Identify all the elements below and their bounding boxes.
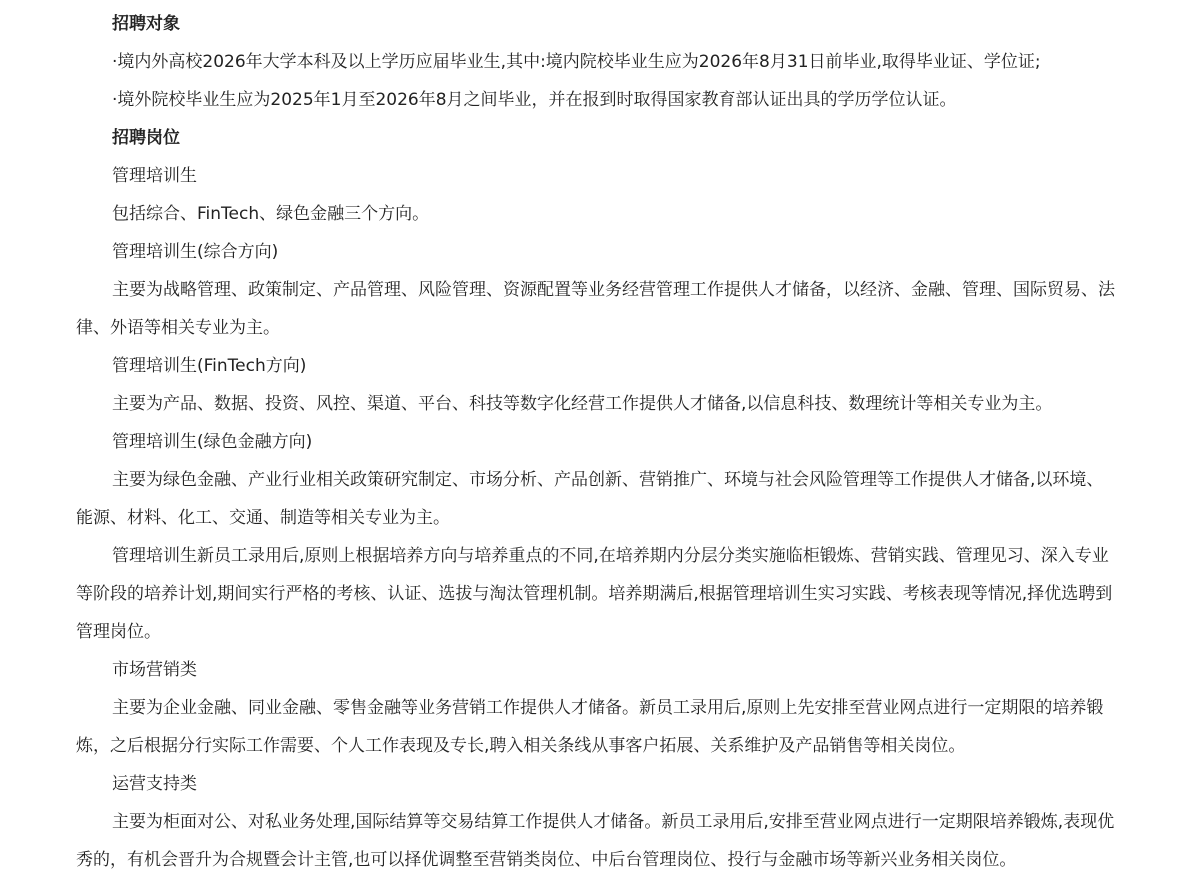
position-description-general: 主要为战略管理、政策制定、产品管理、风险管理、资源配置等业务经营管理工作提供人才储备，以经济、金融、管理、国际贸易、法律、外语等相关专业为主。 — [76, 280, 1115, 338]
article-body — [76, 5, 1116, 879]
position-title-operations: 运营支持类 — [112, 774, 197, 794]
management-trainee-training-note: 管理培训生新员工录用后,原则上根据培养方向与培养重点的不同,在培养期内分层分类实施临柜锻炼、营销实践、管理见习、深入专业等阶段的培养计划,期间实行严格的考核、认证、选拔与淘汰管理机制。培养期满后,根据管理培训生实习实践、考核表现等情况,择优选聘到管理岗位。 — [76, 546, 1113, 642]
position-description-fintech: 主要为产品、数据、投资、风控、渠道、平台、科技等数字化经营工作提供人才储备,以信息科技、数理统计等相关专业为主。 — [112, 394, 1053, 414]
target-item-overseas: ·境外院校毕业生应为2025年1月至2026年8月之间毕业，并在报到时取得国家教育部认证出具的学历学位认证。 — [112, 90, 957, 110]
position-description-green-finance: 主要为绿色金融、产业行业相关政策研究制定、市场分析、产品创新、营销推广、环境与社会风险管理等工作提供人才储备,以环境、能源、材料、化工、交通、制造等相关专业为主。 — [76, 470, 1104, 528]
section-heading-recruitment-target: 招聘对象 — [112, 14, 180, 34]
position-title-general: 管理培训生(综合方向) — [112, 242, 279, 262]
position-title-marketing: 市场营销类 — [112, 660, 197, 680]
position-title-management-trainee: 管理培训生 — [112, 166, 197, 186]
position-description-marketing: 主要为企业金融、同业金融、零售金融等业务营销工作提供人才储备。新员工录用后,原则上先安排至营业网点进行一定期限的培养锻炼，之后根据分行实际工作需要、个人工作表现及专长,聘入相关条线从事客户拓展、关系维护及产品销售等相关岗位。 — [76, 698, 1104, 756]
position-title-fintech: 管理培训生(FinTech方向) — [112, 356, 307, 376]
section-heading-positions: 招聘岗位 — [112, 128, 180, 148]
target-item-domestic: ·境内外高校2026年大学本科及以上学历应届毕业生,其中:境内院校毕业生应为2026年8月31日前毕业,取得毕业证、学位证; — [112, 52, 1041, 72]
position-title-green-finance: 管理培训生(绿色金融方向) — [112, 432, 313, 452]
position-description-operations: 主要为柜面对公、对私业务处理,国际结算等交易结算工作提供人才储备。新员工录用后,安排至营业网点进行一定期限培养锻炼,表现优秀的，有机会晋升为合规暨会计主管,也可以择优调整至营销类岗位、中后台管理岗位、投行与金融市场等新兴业务相关岗位。 — [76, 812, 1115, 870]
management-trainee-summary: 包括综合、FinTech、绿色金融三个方向。 — [112, 204, 430, 224]
